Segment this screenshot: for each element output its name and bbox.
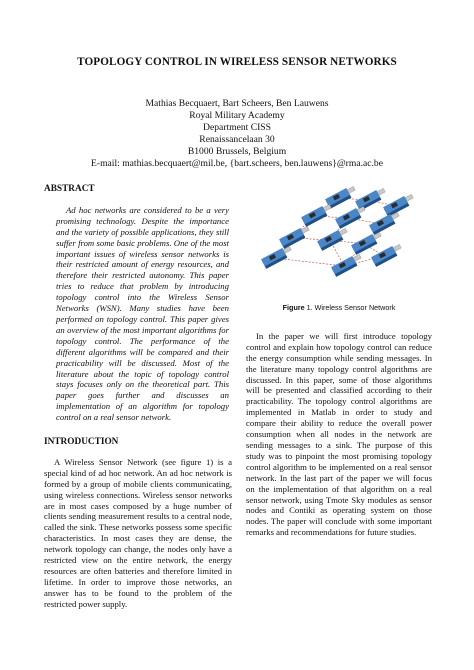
street-address: Renaissancelaan 30 <box>199 134 275 146</box>
sensor-node-icon <box>369 211 402 235</box>
sensor-node-icon <box>335 205 368 229</box>
sensor-node-icon <box>331 253 364 277</box>
email-line: E-mail: mathias.becquaert@mil.be, {bart.scheers, ben.lauwens}@rma.ac.be <box>91 158 383 170</box>
sensor-node-icon <box>355 187 388 211</box>
abstract-heading: ABSTRACT <box>44 184 95 194</box>
sensor-network-illustration <box>246 186 432 286</box>
sensor-node-icon <box>301 203 334 227</box>
author-names: Mathias Becquaert, Bart Scheers, Ben Lauwens <box>145 98 329 109</box>
sensor-node-icon <box>371 243 404 267</box>
author-block <box>0 98 474 171</box>
introduction-text: A Wireless Sensor Network (see figure 1) is a special kind of ad hoc network. An ad hoc network is formed by a group of mobile clients communicating, using wireless connections. Wireless sensor networks are in most cases composed by a huge number of clients sending measurement results to a central node, called the sink. These networks possess some specific characteristics. In most cases they are dense, the network topology can change, the nodes only have a restricted view on the entire network, the energy resources are often batteries and therefore limited in lifetime. In order to improve those networks, an answer has to be found to the problem of the restricted power supply. <box>44 456 232 609</box>
figure-1 <box>246 186 432 286</box>
city-address: B1000 Brussels, Belgium <box>187 146 287 158</box>
sensor-node-icon <box>383 193 416 217</box>
abstract-text: Ad hoc networks are considered to be a very promising technology. Despite the importance and the variety of possible applications, they still suffer from some basic problems. One of the most important issues of wireless sensor networks is their restricted amount of energy resources, and therefore their restricted autonomy. This paper tries to reduce that problem by introducing topology control into the Wireless Sensor Networks (WSN). Many studies have been performed on topology control. This paper gives an overview of the most important algorithms for topology control. The performance of the different algorithms will be compared and their practicability will be discussed. Most of the literature about the topic of topology control stays focuses only on the theoretical part. This paper goes further and discusses an implementation of an algorithm for topology control on a real sensor network. <box>56 204 229 423</box>
introduction-heading: INTRODUCTION <box>44 437 119 448</box>
sensor-node-icon <box>351 231 384 255</box>
paper-title: TOPOLOGY CONTROL IN WIRELESS SENSOR NETWORKS <box>77 56 397 68</box>
left-column <box>44 184 232 610</box>
right-column-text: In the paper we will first introduce topology control and explain how topology control can reduce the energy consumption while sending messages. In the literature many topology control algorithms are discussed. In this paper, some of those algorithms will be presented and classified according to their practicability. The topology control algorithms are implemented in Matlab in order to study and compare their ability to reduce the overall power consumption when all nodes in the network are sending messages to a sink. The purpose of this study was to pinpoint the most promising topology control algorithm to be implemented on a real sensor network. In the last part of the paper we will focus on the implementation of that algorithm on a real sensor network, using Tmote Sky modules as sensor nodes and Contiki as operating system on those nodes. The paper will conclude with some important remarks and recommendations for future studies. <box>246 330 432 538</box>
figure-caption <box>246 303 432 314</box>
department: Department CISS <box>203 122 271 134</box>
sensor-node-icon <box>279 225 312 249</box>
right-column <box>246 186 432 538</box>
sensor-node-icon <box>261 245 294 269</box>
sensor-node-icon <box>317 227 350 251</box>
figure-label: Figure <box>282 303 305 312</box>
figure-caption-text: 1. Wireless Sensor Network <box>304 303 396 312</box>
affiliation: Royal Military Academy <box>189 110 285 122</box>
